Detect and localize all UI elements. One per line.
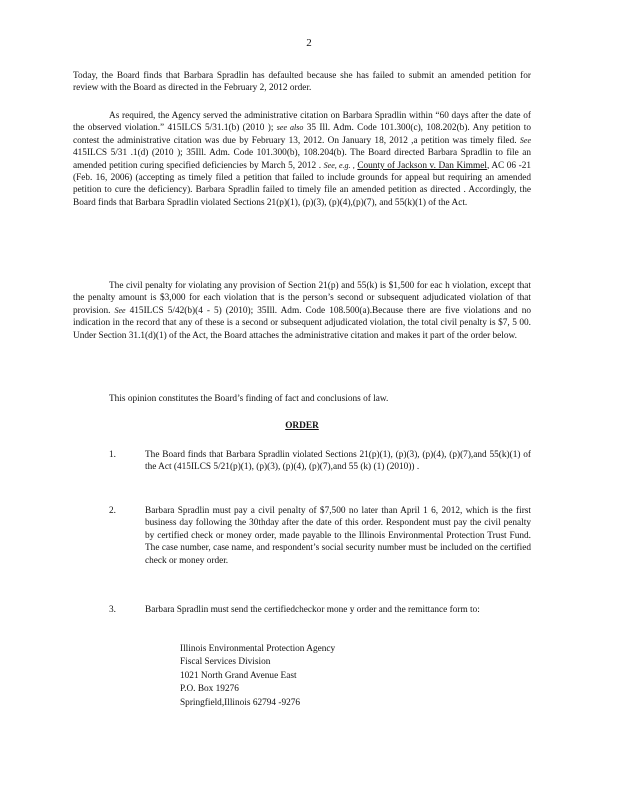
order-item [109, 505, 531, 567]
paragraph-text: 415ILCS 5/31 .1(d) (2010 ); 35Ill. Adm. Code 101.300(b), 108.204(b). The Board directed Barbara Spradlin to file an amended petition curing specified deficiencies by March 5, 2012 . [73, 148, 531, 171]
order-item-number: 3. [109, 605, 116, 615]
order-item-text: The Board finds that Barbara Spradlin violated Sections 21(p)(1), (p)(3), (p)(4), (p)(7),and 55(k)(1) of the Act (415ILCS 5/21(p)(1), (p)(3), (p)(4), (p)(7),and 55 (k) (1) (2010)) . [145, 450, 531, 473]
paragraph-civil-penalty [73, 280, 531, 342]
paragraph-opinion-statement: This opinion constitutes the Board’s finding of fact and conclusions of law. [109, 394, 389, 404]
order-item [109, 604, 531, 616]
address-line: Fiscal Services Division [180, 657, 271, 668]
order-item-number: 1. [109, 450, 116, 460]
order-heading [0, 421, 618, 431]
paragraph-text: As required, the Agency served the administrative citation on Barbara Spradlin within “60 days after the date of the observed violation.” 415ILCS 5/31.1(b) (2010 ); [73, 111, 531, 134]
order-item-text: Barbara Spradlin must pay a civil penalty of $7,500 no later than April 1 6, 2012, which is the first business day following the 30thday after the date of this order. Respondent must pay the civil penalty by certified check or money order, made payable to the Illinois Environmental Protection Trust Fund. The case number, case name, and respondent’s social security number must be included on the certified check or money order. [145, 506, 531, 566]
paragraph-text: 415ILCS 5/42(b)(4 - 5) (2010); 35Ill. Adm. Code 108.500(a).Because there are five violations and no indication in the record that any of these is a second or subsequent adjudicated violation, the total civil penalty is $7, 5 00. Under Section 31.1(d)(1) of the Act, the Board attaches the administrative citation and makes it part of the order below. [73, 305, 531, 341]
remittance-address [180, 643, 335, 710]
paragraph-citation-procedure [73, 110, 531, 209]
order-item-number: 2. [109, 506, 116, 516]
citation-signal: see also [276, 123, 304, 133]
address-line: 1021 North Grand Avenue East [180, 670, 297, 681]
paragraph-text: The civil penalty for violating any provision of Section 21(p) and 55(k) is $1,500 for eac h violation, except that the penalty amount is $3,000 for each violation that is the person’s second or subsequent adjudicated violation of that provision. [73, 281, 531, 316]
paragraph-text: , AC 06 -21 (Feb. 16, 2006) (accepting as timely filed a petition that failed to include grounds for appeal but requiring an amended petition to cure the deficiency). Barbara Spradlin failed to timely file an amended petition as directed . Accordingly, the Board finds that Barbara Spradlin violated Sections 21(p)(1), (p)(3), (p)(4),(p)(7), and 55(k)(1) of the Act. [73, 160, 532, 208]
citation-signal: See [519, 135, 531, 145]
case-name: County of Jackson v. Dan Kimmel [357, 160, 487, 171]
address-line: Springfield,Illinois 62794 -9276 [180, 697, 301, 708]
address-line: P.O. Box 19276 [180, 684, 239, 695]
paragraph-default-finding: Today, the Board finds that Barbara Spradlin has defaulted because she has failed to submit an amended petition for review with the Board as directed in the February 2, 2012 order. [73, 71, 531, 94]
citation-signal: See [114, 305, 126, 315]
order-heading-text: ORDER [285, 421, 319, 431]
address-line: Illinois Environmental Protection Agency [180, 644, 336, 654]
page-number: 2 [306, 37, 312, 49]
paragraph-text: 35 Ill. Adm. Code 101.300(c), 108.202(b). Any petition to contest the administrative citation was due by February 13, 2012. On January 18, 2012 ,a petition was timely filed. [73, 123, 531, 146]
order-item [109, 449, 531, 474]
citation-signal: See, e.g. , [323, 160, 355, 170]
order-item-text: Barbara Spradlin must send the certifiedcheckor mone y order and the remittance form to: [145, 605, 480, 615]
